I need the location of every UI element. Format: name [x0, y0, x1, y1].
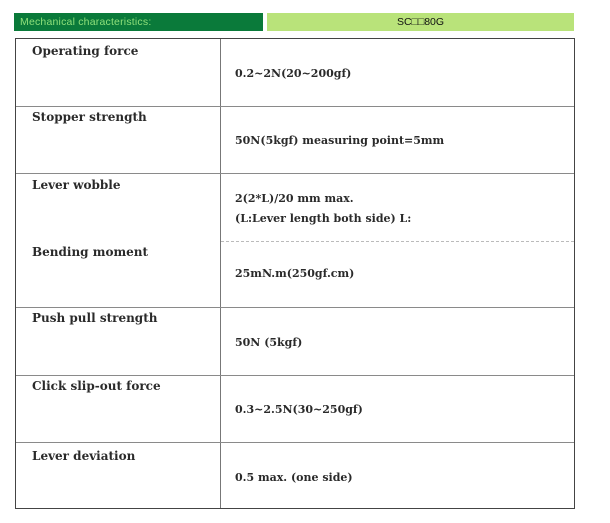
- spec-table: [15, 38, 575, 509]
- value-stopper-strength: 50N(5kgf) measuring point=5mm: [235, 134, 445, 147]
- value-click-slip-out-force: 0.3~2.5N(30~250gf): [235, 403, 363, 416]
- label-stopper-strength: Stopper strength: [32, 110, 147, 124]
- column-divider: [220, 39, 221, 508]
- value-push-pull-strength: 50N (5kgf): [235, 336, 303, 349]
- row-divider: [16, 106, 574, 107]
- row-divider: [16, 307, 574, 308]
- value-operating-force: 0.2~2N(20~200gf): [235, 67, 352, 80]
- label-click-slip-out-force: Click slip-out force: [32, 379, 161, 393]
- value-lever-wobble-note: (L:Lever length both side) L:: [235, 212, 412, 225]
- label-operating-force: Operating force: [32, 44, 139, 58]
- row-divider: [16, 442, 574, 443]
- label-push-pull-strength: Push pull strength: [32, 311, 158, 325]
- row-divider: [16, 173, 574, 174]
- label-lever-wobble: Lever wobble: [32, 178, 121, 192]
- value-bending-moment: 25mN.m(250gf.cm): [235, 267, 355, 280]
- row-divider-dashed: [221, 241, 574, 242]
- row-divider: [16, 375, 574, 376]
- model-title: SC□□80G: [267, 13, 574, 31]
- value-lever-wobble: 2(2*L)/20 mm max.: [235, 192, 354, 205]
- value-lever-deviation: 0.5 max. (one side): [235, 471, 353, 484]
- label-bending-moment: Bending moment: [32, 245, 149, 259]
- section-title: Mechanical characteristics:: [14, 13, 263, 31]
- label-lever-deviation: Lever deviation: [32, 449, 136, 463]
